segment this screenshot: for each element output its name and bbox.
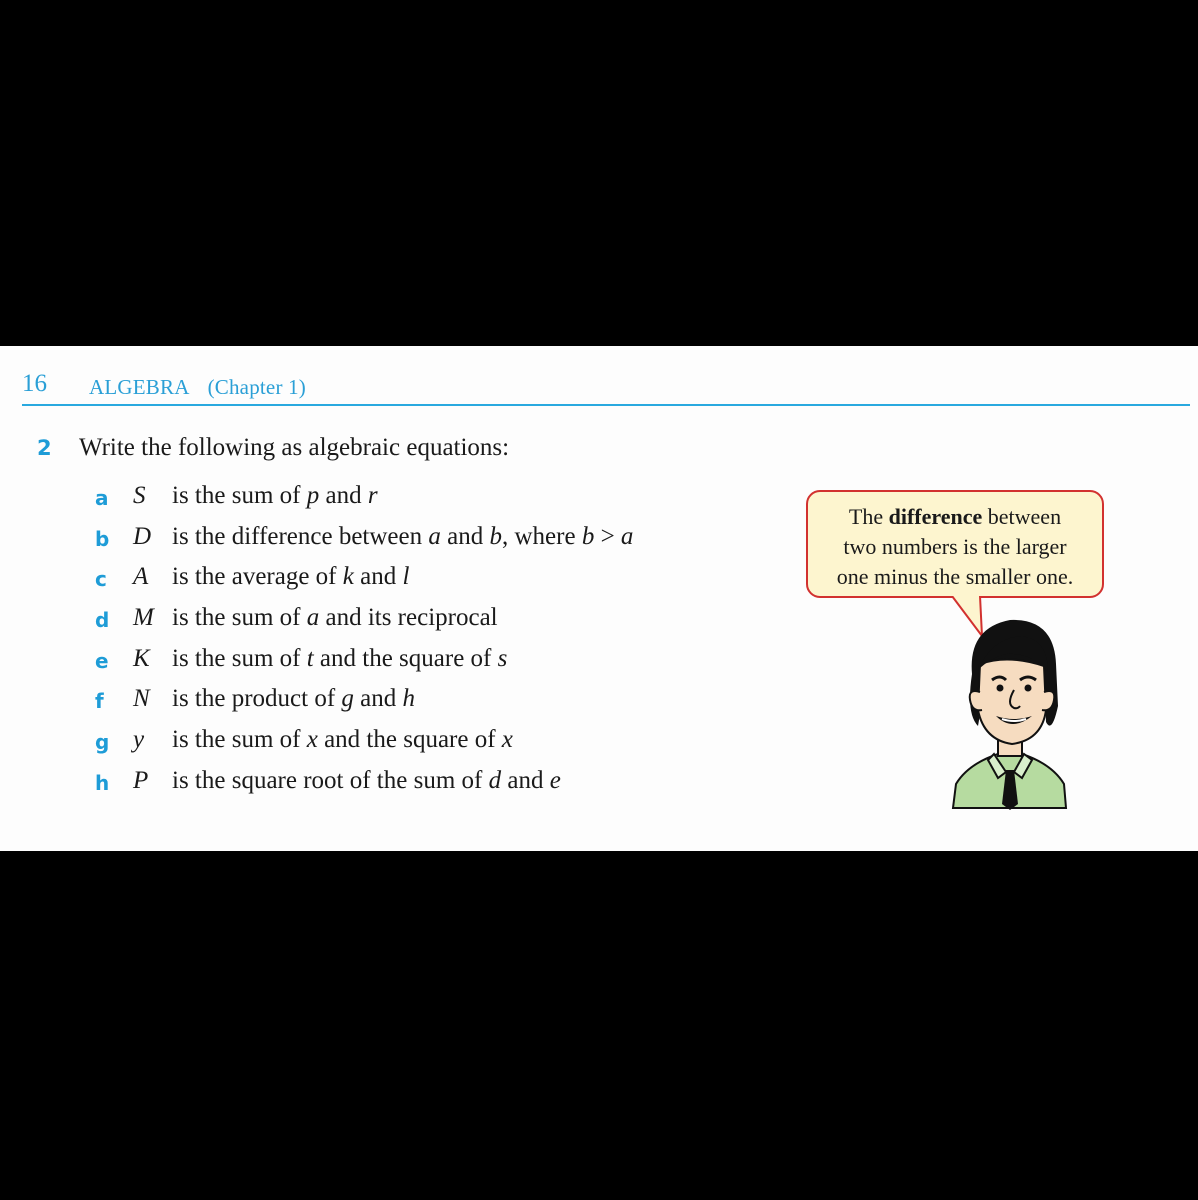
running-header [22, 370, 1190, 406]
math-variable: b [489, 523, 502, 550]
item-description: is the product of g and h [172, 685, 416, 712]
item-description: is the sum of x and the square of x [172, 726, 513, 753]
item-description: is the difference between a and b, where b > a [172, 523, 634, 550]
math-variable: a [620, 523, 634, 550]
math-variable: d [488, 767, 502, 794]
item-description: is the sum of p and r [172, 482, 378, 509]
item-letter: b [95, 527, 110, 551]
item-letter: c [95, 567, 107, 591]
item-description: is the sum of t and the square of s [172, 645, 508, 672]
item-variable: K [133, 645, 150, 672]
math-variable: a [428, 523, 441, 550]
item-variable: A [133, 563, 149, 590]
math-variable: x [501, 726, 513, 753]
item-variable: y [133, 726, 145, 753]
callout-bold-word: difference [888, 504, 983, 529]
callout-line-1: The difference between [848, 504, 1062, 529]
math-variable: p [306, 482, 320, 509]
item-letter: e [95, 649, 109, 673]
math-variable: s [497, 645, 508, 672]
item-description: is the sum of a and its reciprocal [172, 604, 498, 631]
question-number: 2 [37, 436, 52, 460]
math-variable: b [581, 523, 595, 550]
chapter-subtitle: (Chapter 1) [207, 375, 306, 399]
math-variable: a [306, 604, 320, 631]
chapter-title: ALGEBRA [89, 375, 190, 399]
item-letter: h [95, 771, 110, 795]
item-letter: a [95, 486, 109, 510]
callout-line-3: one minus the smaller one. [836, 564, 1074, 589]
math-variable: k [342, 563, 354, 590]
item-description: is the average of k and l [172, 563, 410, 590]
question-text: Write the following as algebraic equations: [79, 434, 510, 461]
chapter-heading [89, 375, 306, 400]
item-letter: g [95, 730, 110, 754]
page-number: 16 [22, 370, 47, 397]
item-variable: D [133, 523, 152, 550]
speech-bubble [806, 490, 1104, 598]
textbook-page [0, 346, 1198, 851]
item-letter: f [95, 689, 104, 713]
callout-line-2: two numbers is the larger [843, 534, 1067, 559]
item-variable: M [133, 604, 154, 631]
teacher-cartoon-illustration [948, 614, 1072, 810]
item-variable: P [133, 767, 149, 794]
math-variable: t [306, 645, 314, 672]
item-letter: d [95, 608, 110, 632]
item-variable: S [133, 482, 146, 509]
math-variable: h [402, 685, 416, 712]
math-variable: r [367, 482, 378, 509]
math-variable: x [306, 726, 318, 753]
math-variable: l [402, 563, 410, 590]
item-variable: N [133, 685, 150, 712]
math-variable: g [341, 685, 354, 712]
item-description: is the square root of the sum of d and e [172, 767, 561, 794]
math-variable: e [549, 767, 561, 794]
